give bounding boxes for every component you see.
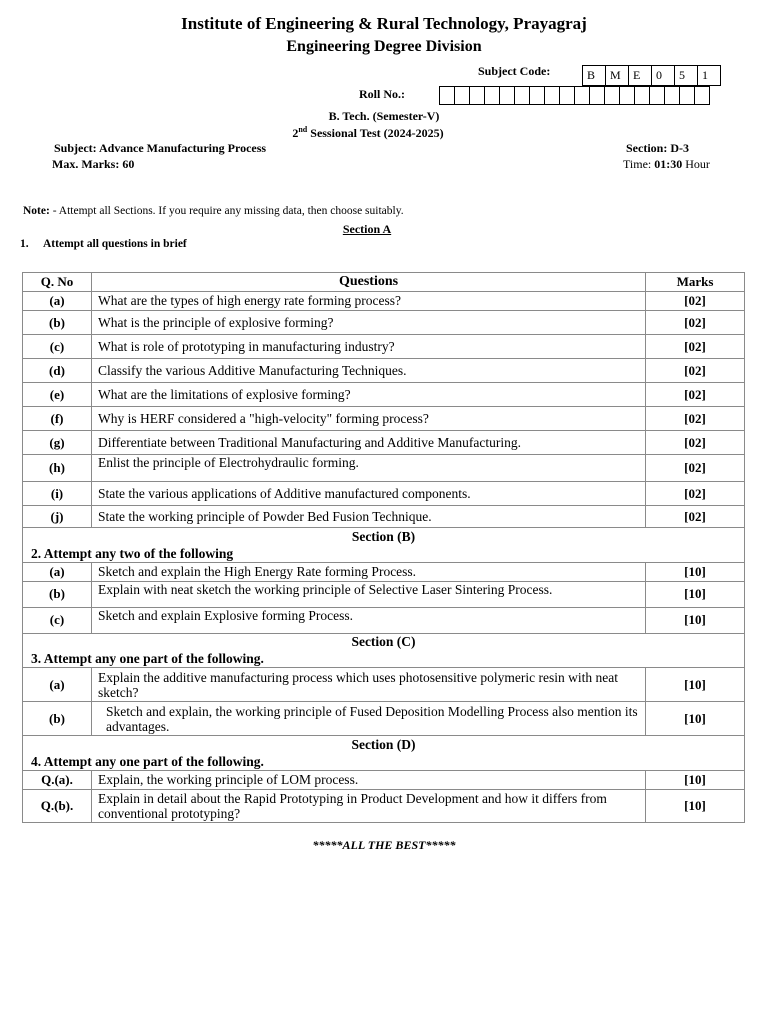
roll-no-box (545, 87, 560, 105)
question-marks: [02] (646, 383, 745, 407)
table-row (23, 455, 745, 482)
instruction-text: Attempt all questions in brief (43, 238, 187, 250)
question-text: State the working principle of Powder Bed Fusion Technique. (92, 506, 646, 528)
subject-label: Subject: Advance Manufacturing Process (54, 141, 267, 155)
roll-no-box (665, 87, 680, 105)
question-number: Q.(a). (23, 770, 92, 789)
table-row (23, 407, 745, 431)
roll-no-box (455, 87, 470, 105)
table-row (23, 668, 745, 702)
table-row (23, 359, 745, 383)
section-d-title: Section (D) (23, 736, 745, 754)
roll-no-boxes (439, 86, 710, 105)
question-text: What are the types of high energy rate forming process? (92, 292, 646, 311)
table-row (23, 482, 745, 506)
roll-no-box (440, 87, 455, 105)
question-marks: [10] (646, 668, 745, 702)
note-text: - Attempt all Sections. If you require any missing data, then choose suitably. (49, 205, 404, 217)
question-text: Explain in detail about the Rapid Prototyping in Product Development and how it differs from conventional prototyping? (92, 789, 646, 822)
subject-code-char: 0 (652, 66, 675, 86)
question-number: (b) (23, 581, 92, 607)
table-row (23, 770, 745, 789)
question-text: Explain the additive manufacturing process which uses photosensitive polymeric resin with neat sketch? (92, 668, 646, 702)
roll-no-box (695, 87, 710, 105)
table-row (23, 311, 745, 335)
question-text: State the various applications of Additive manufactured components. (92, 482, 646, 506)
question-marks: [10] (646, 607, 745, 633)
question-text: Classify the various Additive Manufacturing Techniques. (92, 359, 646, 383)
instruction-number: 1. (20, 238, 29, 250)
question-marks: [02] (646, 455, 745, 482)
question-marks: [10] (646, 581, 745, 607)
section-label: Section: D-3 (626, 141, 689, 155)
question-text: Sketch and explain, the working principle of Fused Deposition Modelling Process also mention its advantages. (92, 702, 646, 736)
note-line (23, 205, 404, 217)
question-text: Why is HERF considered a "high-velocity" forming process? (92, 407, 646, 431)
subject-code-char: 1 (698, 66, 721, 86)
question-marks: [02] (646, 335, 745, 359)
section-c-instruction: 3. Attempt any one part of the following. (23, 651, 745, 668)
table-row (23, 335, 745, 359)
question-number: (c) (23, 607, 92, 633)
roll-no-box (680, 87, 695, 105)
time-unit: Hour (682, 157, 710, 171)
question-text: Differentiate between Traditional Manufacturing and Additive Manufacturing. (92, 431, 646, 455)
roll-no-box (575, 87, 590, 105)
subject-code-char: B (583, 66, 606, 86)
subject-code-label: Subject Code: (478, 64, 551, 78)
roll-no-box (590, 87, 605, 105)
table-row (23, 789, 745, 822)
question-marks: [02] (646, 482, 745, 506)
question-marks: [02] (646, 506, 745, 528)
section-a-instruction (20, 238, 187, 250)
note-label: Note: (23, 205, 50, 217)
question-text: Explain with neat sketch the working principle of Selective Laser Sintering Process. (92, 581, 646, 607)
table-row (23, 431, 745, 455)
roll-no-box (530, 87, 545, 105)
question-marks: [10] (646, 562, 745, 581)
roll-no-box (650, 87, 665, 105)
table-row (23, 383, 745, 407)
question-number: (a) (23, 292, 92, 311)
section-b-instruction: 2. Attempt any two of the following (23, 546, 745, 563)
section-a-heading: Section A (342, 222, 392, 236)
section-b-title: Section (B) (23, 528, 745, 546)
question-marks: [02] (646, 431, 745, 455)
question-number: (d) (23, 359, 92, 383)
roll-no-box (605, 87, 620, 105)
section-c-title-row (23, 633, 745, 651)
col-questions-header: Questions (92, 273, 646, 292)
roll-no-box (500, 87, 515, 105)
col-marks-header: Marks (646, 273, 745, 292)
time-label (623, 157, 710, 172)
question-number: (a) (23, 562, 92, 581)
question-number: (i) (23, 482, 92, 506)
test-ordinal-suffix: nd (298, 125, 308, 134)
roll-no-box (470, 87, 485, 105)
test-title (0, 125, 736, 141)
question-number: (e) (23, 383, 92, 407)
question-marks: [10] (646, 789, 745, 822)
question-number: (b) (23, 702, 92, 736)
table-row (23, 292, 745, 311)
question-text: Enlist the principle of Electrohydraulic forming. (92, 455, 646, 482)
question-text: What are the limitations of explosive forming? (92, 383, 646, 407)
question-text: What is the principle of explosive forming? (92, 311, 646, 335)
section-c-instruction-row (23, 651, 745, 668)
question-number: (g) (23, 431, 92, 455)
time-value: 01:30 (654, 157, 683, 171)
question-marks: [10] (646, 770, 745, 789)
questions-table (22, 272, 745, 823)
question-number: (j) (23, 506, 92, 528)
question-text: Sketch and explain Explosive forming Process. (92, 607, 646, 633)
section-d-instruction-row (23, 754, 745, 771)
time-prefix: Time: (623, 157, 655, 171)
test-name: Sessional Test (2024-2025) (307, 126, 444, 140)
roll-no-box (560, 87, 575, 105)
subject-code-boxes (582, 65, 721, 86)
footer-message: *****ALL THE BEST***** (312, 838, 456, 852)
question-marks: [02] (646, 292, 745, 311)
col-qno-header: Q. No (23, 273, 92, 292)
subject-code-char: M (606, 66, 629, 86)
test-ordinal: 2 (292, 126, 299, 140)
roll-no-label: Roll No.: (359, 87, 405, 101)
question-text: Explain, the working principle of LOM process. (92, 770, 646, 789)
table-row (23, 506, 745, 528)
question-number: (c) (23, 335, 92, 359)
question-number: (f) (23, 407, 92, 431)
table-row (23, 702, 745, 736)
question-marks: [02] (646, 407, 745, 431)
roll-no-box (635, 87, 650, 105)
subject-code-char: 5 (675, 66, 698, 86)
roll-no-box (620, 87, 635, 105)
roll-no-box (515, 87, 530, 105)
roll-no-box (485, 87, 500, 105)
question-text: Sketch and explain the High Energy Rate forming Process. (92, 562, 646, 581)
section-b-instruction-row (23, 546, 745, 563)
question-marks: [10] (646, 702, 745, 736)
section-d-title-row (23, 736, 745, 754)
section-d-instruction: 4. Attempt any one part of the following. (23, 754, 745, 771)
table-header-row (23, 273, 745, 292)
division-name: Engineering Degree Division (286, 38, 482, 55)
question-marks: [02] (646, 311, 745, 335)
max-marks-label: Max. Marks: 60 (52, 157, 135, 171)
table-row (23, 581, 745, 607)
question-number: (b) (23, 311, 92, 335)
subject-code-char: E (629, 66, 652, 86)
institute-name: Institute of Engineering & Rural Technology, Prayagraj (181, 14, 587, 33)
section-c-title: Section (C) (23, 633, 745, 651)
question-number: (h) (23, 455, 92, 482)
table-row (23, 607, 745, 633)
question-marks: [02] (646, 359, 745, 383)
table-row (23, 562, 745, 581)
question-number: (a) (23, 668, 92, 702)
question-text: What is role of prototyping in manufacturing industry? (92, 335, 646, 359)
program-label: B. Tech. (Semester-V) (328, 109, 440, 123)
section-b-title-row (23, 528, 745, 546)
question-number: Q.(b). (23, 789, 92, 822)
